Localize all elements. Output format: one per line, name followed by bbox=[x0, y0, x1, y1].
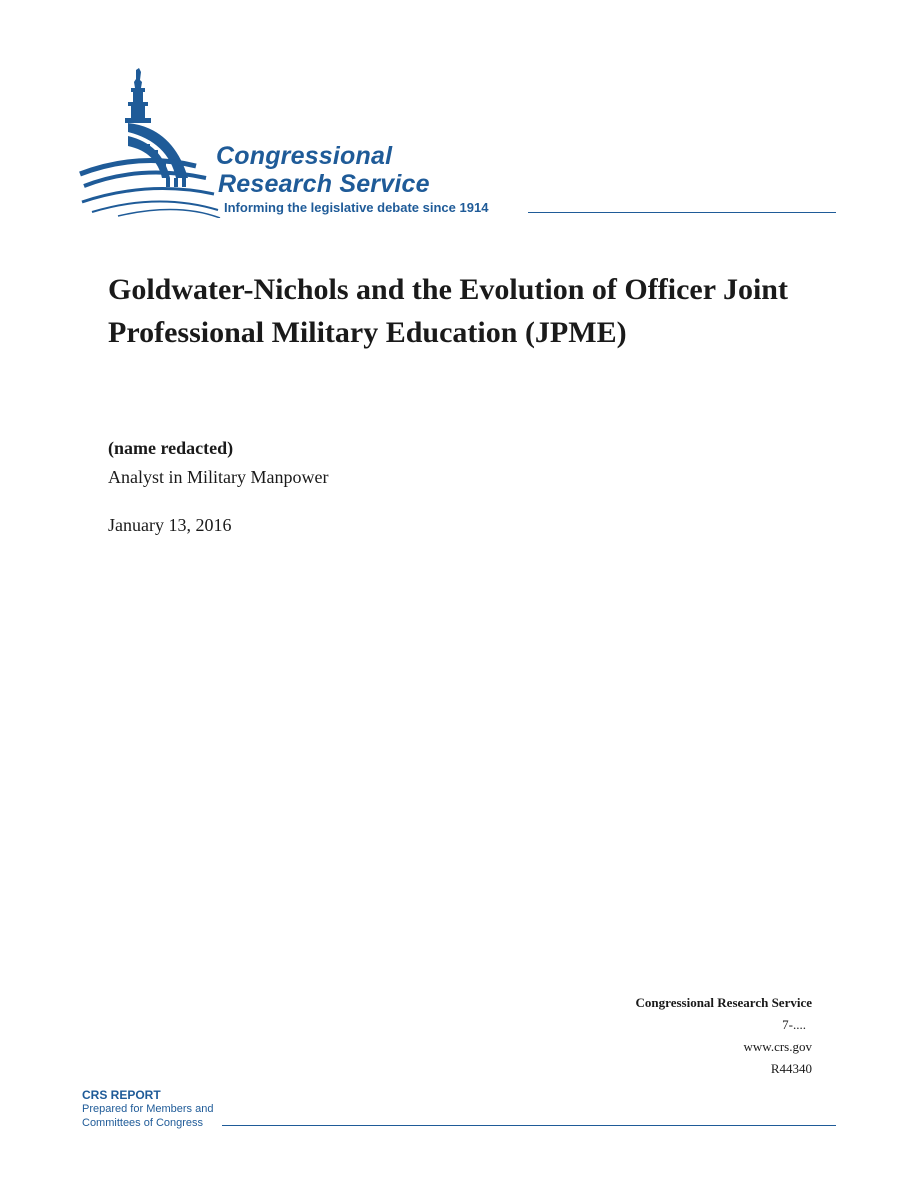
report-title: Goldwater-Nichols and the Evolution of Officer Joint Professional Military Education (JPME) bbox=[108, 273, 788, 349]
logo-line-congressional: Congressional bbox=[216, 142, 393, 170]
footer-line-2: Committees of Congress bbox=[82, 1117, 204, 1129]
footer-label: CRS REPORT bbox=[82, 1088, 161, 1102]
crs-logo bbox=[78, 66, 838, 222]
logo-divider bbox=[528, 212, 836, 213]
logo-line-research-service: Research Service bbox=[218, 170, 430, 198]
website-link[interactable]: www.crs.gov bbox=[743, 1039, 812, 1054]
report-date: January 13, 2016 bbox=[108, 515, 232, 535]
report-info bbox=[636, 992, 812, 1080]
author-role: Analyst in Military Manpower bbox=[108, 467, 329, 487]
logo-tagline: Informing the legislative debate since 1914 bbox=[224, 200, 489, 215]
capitol-dome-icon bbox=[78, 66, 223, 218]
organization-name: Congressional Research Service bbox=[635, 995, 812, 1010]
footer-divider bbox=[222, 1125, 836, 1126]
crs-report-footer bbox=[82, 1088, 213, 1130]
report-number: R44340 bbox=[770, 1061, 812, 1076]
report-code: 7-.... bbox=[782, 1017, 806, 1032]
author-name: (name redacted) bbox=[108, 438, 234, 458]
footer-line-1: Prepared for Members and bbox=[82, 1103, 214, 1115]
